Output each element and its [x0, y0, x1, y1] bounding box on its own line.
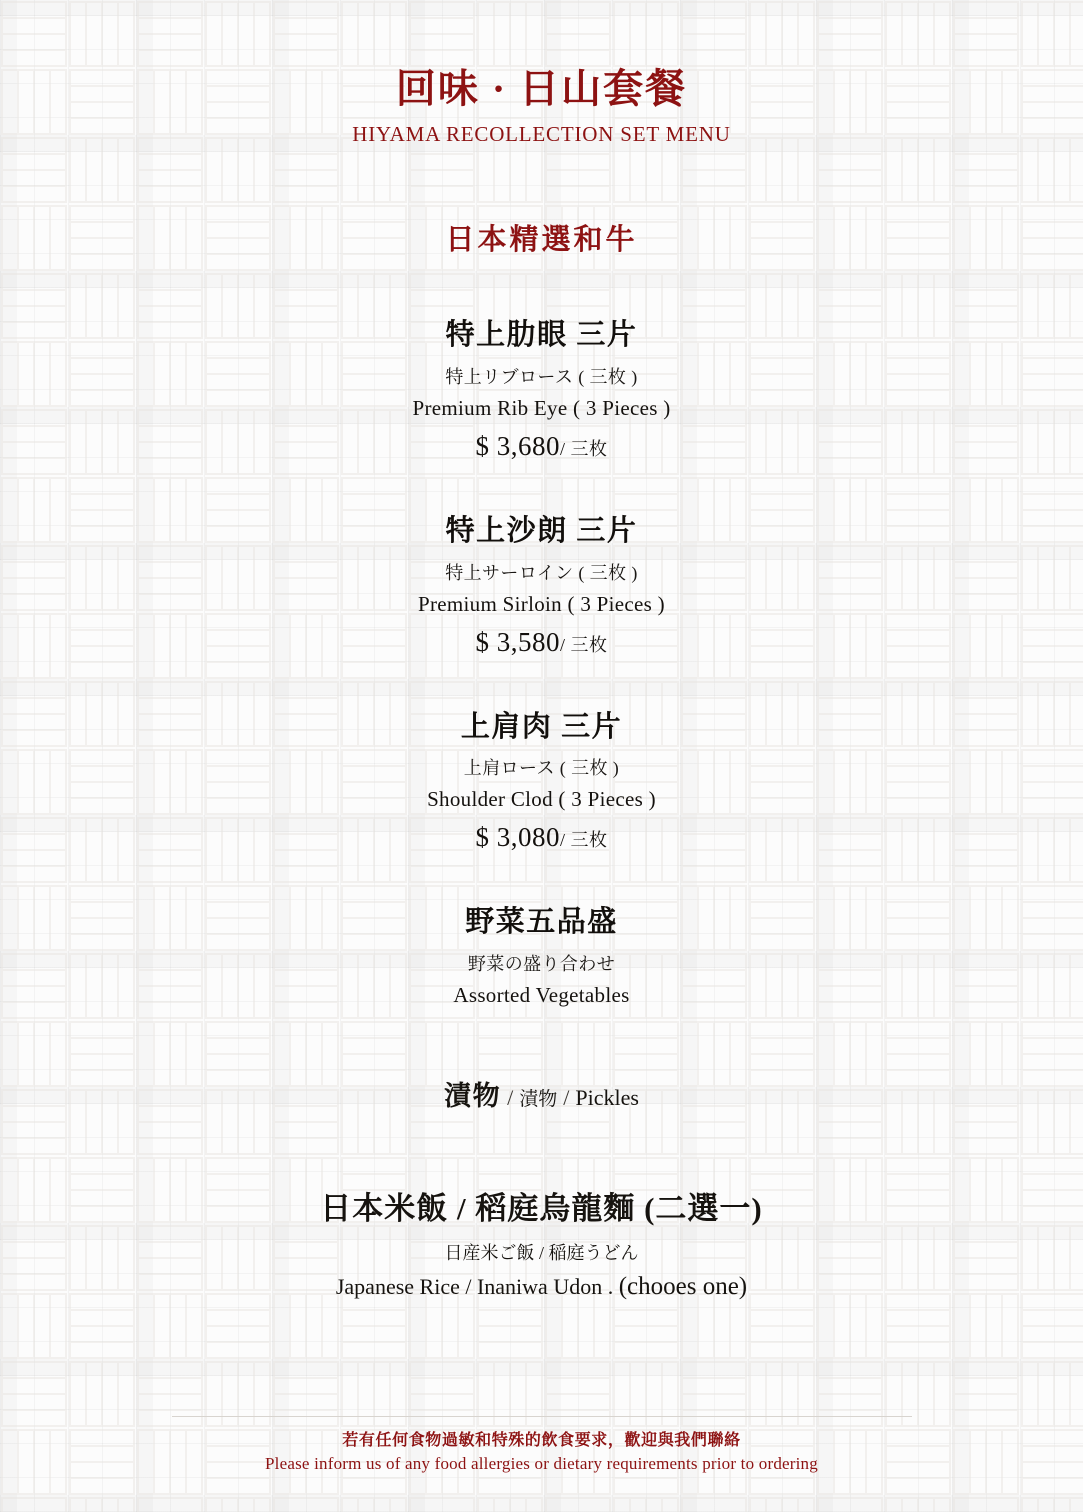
price-value: $ 3,580 [475, 626, 560, 657]
menu-item-name-jp: 日産米ご飯 / 稲庭うどん [444, 1243, 639, 1264]
footer-note-en: Please inform us of any food allergies or dietary requirements prior to ordering [265, 1454, 818, 1473]
menu-item-name-en: Pickles [575, 1085, 639, 1111]
menu-item-name-jp: 特上リブロース ( 三枚 ) [445, 366, 638, 387]
page-title-zh: 回味 · 日山套餐 [395, 66, 688, 111]
section-heading: 日本精選和牛 [445, 224, 638, 256]
menu-item-price [120, 431, 963, 462]
footer-note-zh: 若有任何食物過敏和特殊的飲食要求，歡迎與我們聯絡 [342, 1432, 741, 1449]
menu-item-name-jp: 野菜の盛り合わせ [467, 954, 616, 975]
menu-item-pickles [120, 1074, 963, 1113]
menu-item-name-zh: 特上肋眼 三片 [445, 319, 638, 351]
menu-item-name-zh: 特上沙朗 三片 [445, 514, 638, 547]
separator: / [563, 1085, 570, 1111]
separator: / [507, 1085, 514, 1111]
page-title-en: HIYAMA RECOLLECTION SET MENU [352, 122, 731, 146]
menu-item-name-zh: 日本米飯 / 稻庭烏龍麵 (二選一) [320, 1191, 763, 1227]
menu-item-price [120, 822, 963, 853]
menu-item-name-en [120, 1273, 963, 1301]
menu-item [120, 710, 963, 854]
menu-item-name-en: Premium Rib Eye ( 3 Pieces ) [412, 395, 671, 420]
menu-item-price [120, 627, 963, 658]
price-value: $ 3,680 [475, 430, 560, 461]
menu-item-name-en: Premium Sirloin ( 3 Pieces ) [418, 591, 665, 616]
price-unit: / 三枚 [559, 438, 608, 459]
menu-item-name-en-text: Japanese Rice / Inaniwa Udon . [335, 1274, 614, 1300]
price-value: $ 3,080 [475, 822, 560, 853]
menu-item [120, 514, 963, 658]
price-unit: / 三枚 [559, 634, 608, 655]
price-unit: / 三枚 [559, 830, 608, 851]
menu-item-name-jp: 漬物 [519, 1089, 558, 1111]
menu-item-staple [120, 1183, 963, 1301]
menu-item-name-jp: 上肩ロース ( 三枚 ) [463, 758, 620, 779]
menu-item [120, 905, 963, 1008]
menu-item-name-jp: 特上サーロイン ( 三枚 ) [445, 562, 638, 583]
menu-item-name-zh: 野菜五品盛 [465, 906, 618, 939]
divider [172, 1416, 912, 1417]
footer-note [0, 1416, 1083, 1474]
menu-item [120, 318, 963, 462]
menu-item-name-en: Assorted Vegetables [453, 983, 630, 1008]
menu-item-name-zh: 漬物 [444, 1081, 502, 1112]
menu-item-choice-note: (chooes one) [618, 1273, 748, 1301]
menu-item-name-en: Shoulder Clod ( 3 Pieces ) [427, 787, 656, 812]
menu-item-name-zh: 上肩肉 三片 [460, 710, 623, 743]
